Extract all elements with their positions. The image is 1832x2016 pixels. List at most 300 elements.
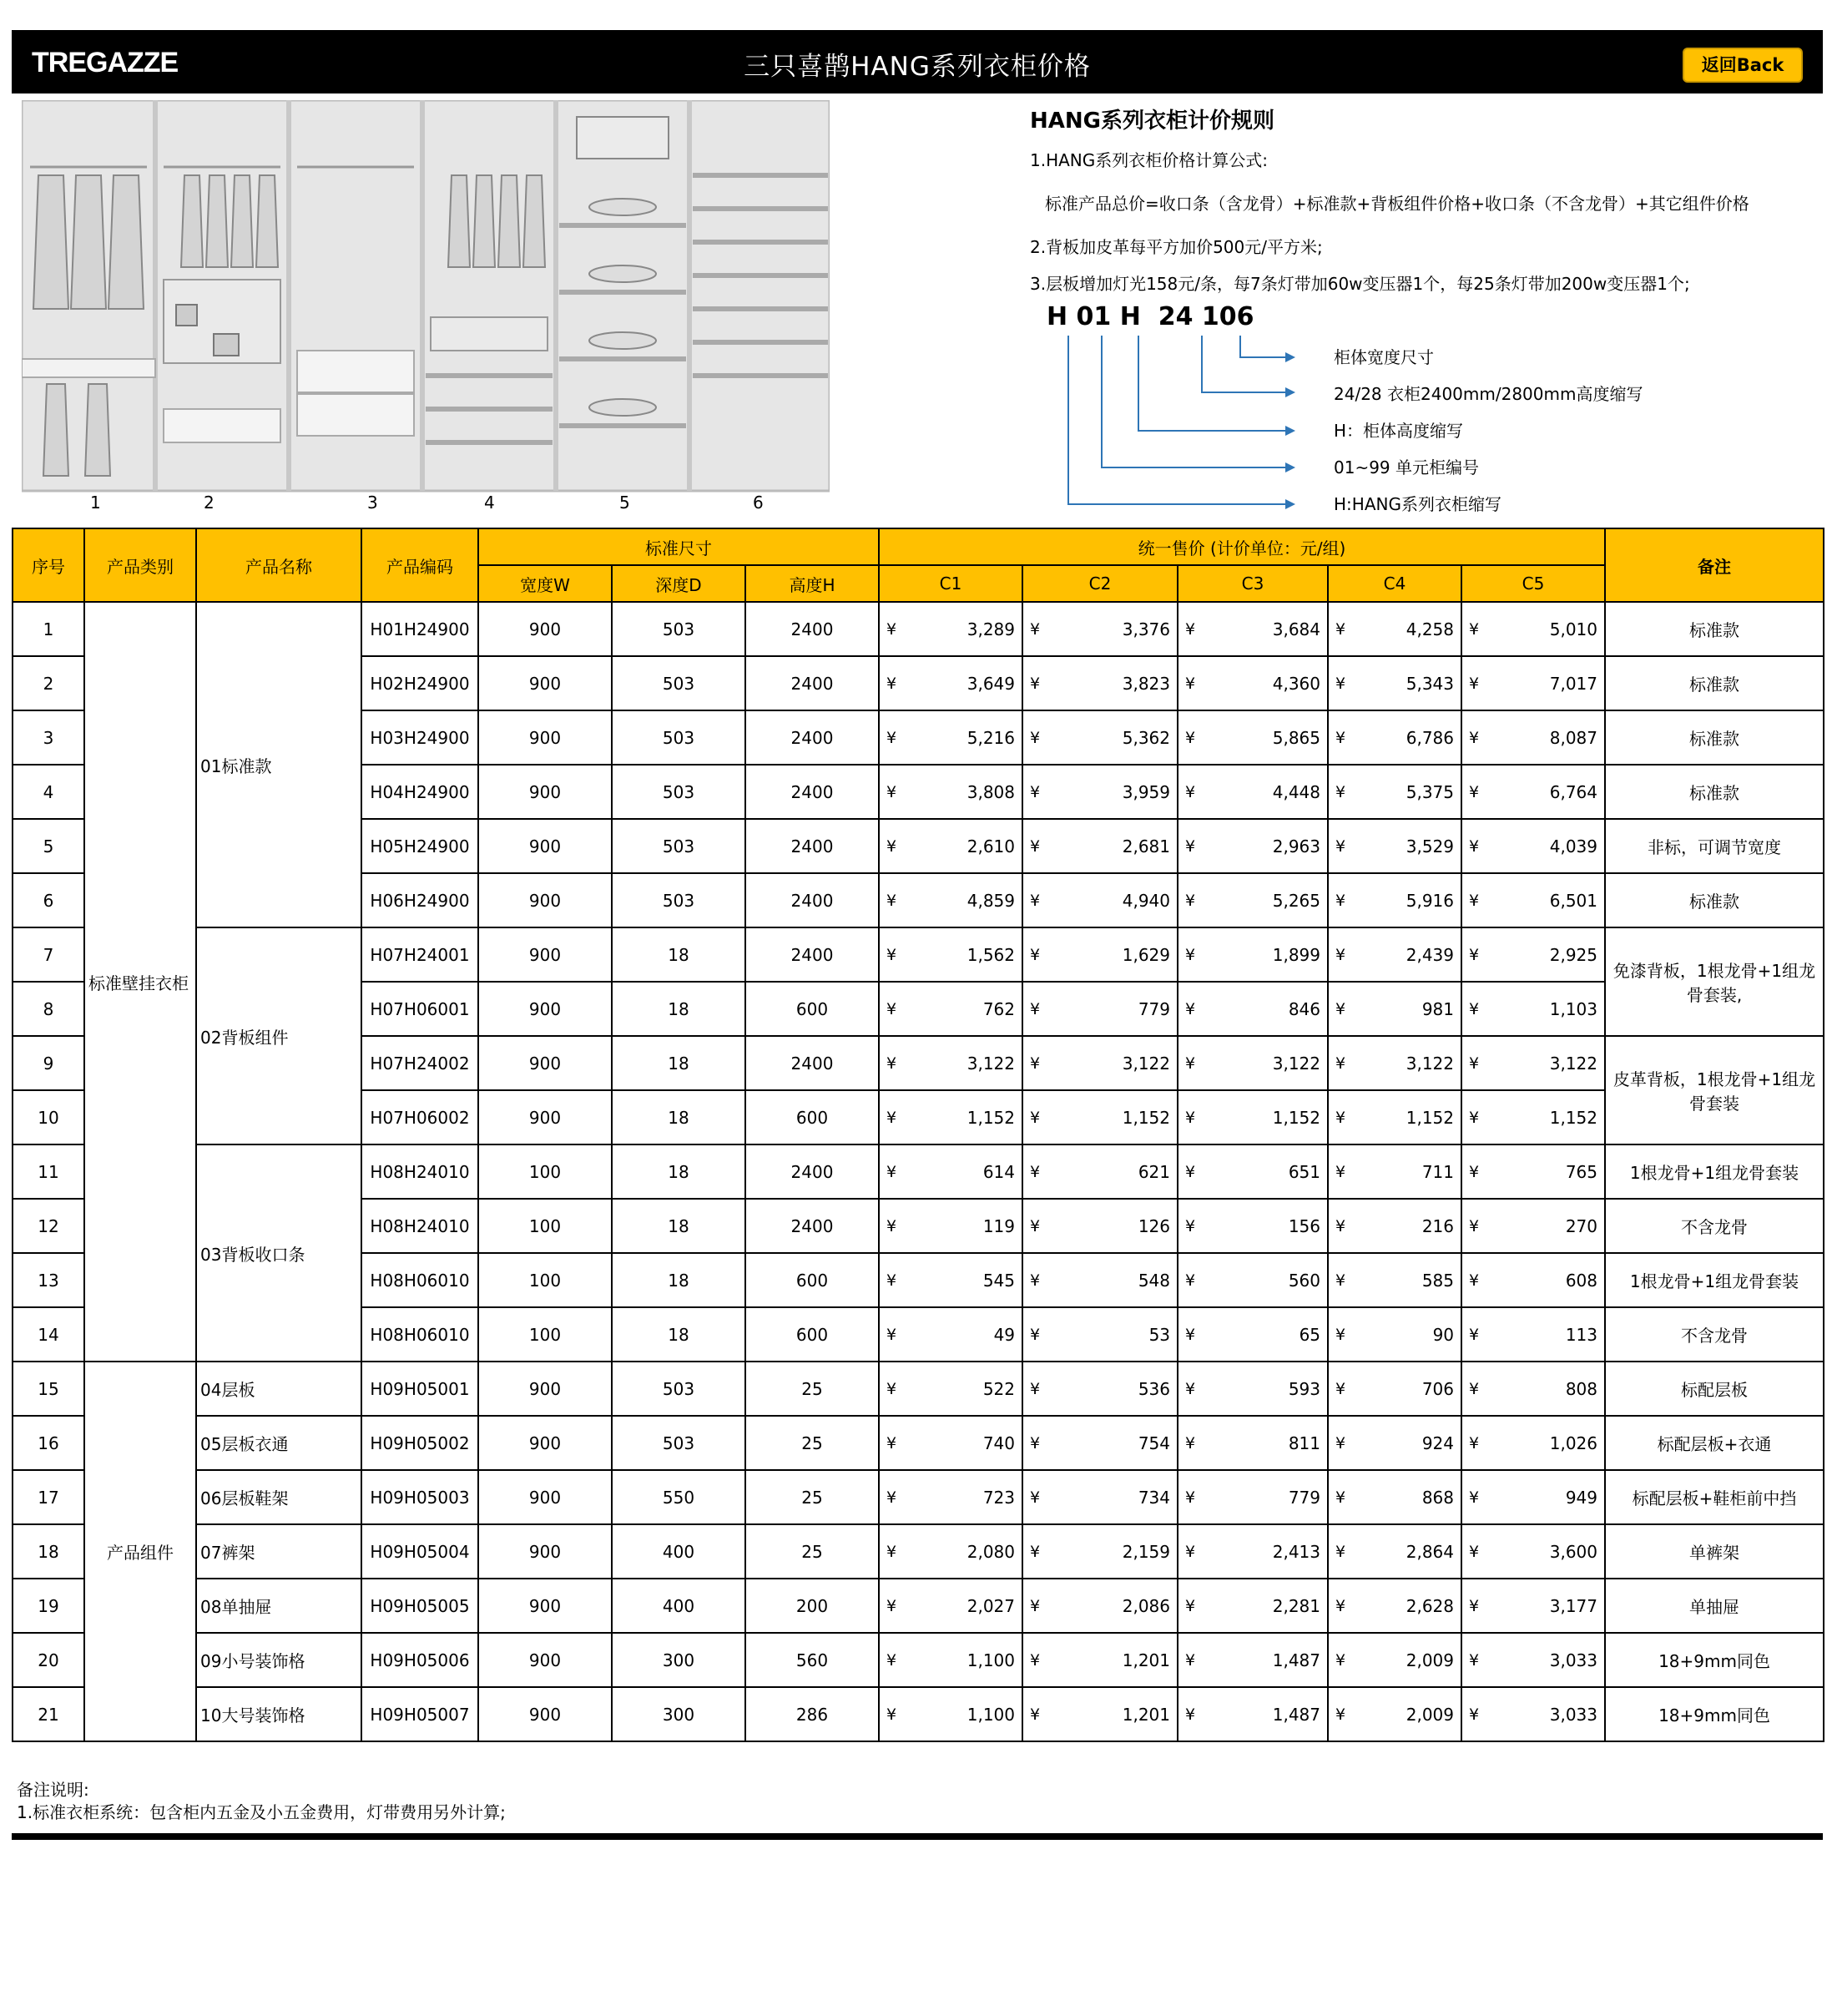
cell-price-c4 [1328,819,1461,873]
price-value: 723 [982,1487,1016,1508]
yen-symbol: ¥ [886,1108,897,1127]
cell-width: 900 [478,710,612,765]
yen-symbol: ¥ [1335,1379,1346,1398]
cell-name: 10大号装饰格 [196,1687,361,1741]
cell-price-c1 [879,602,1022,656]
cell-price-c1 [879,1144,1022,1199]
header-seq: 序号 [13,528,84,602]
cell-price-c5 [1461,765,1605,819]
price-value: 3,122 [1272,1053,1321,1074]
unit-number: 4 [484,493,495,513]
price-value: 4,039 [1549,836,1598,856]
cell-depth: 18 [612,982,745,1036]
cell-code: H09H05005 [361,1579,478,1633]
price-value: 779 [1138,998,1171,1019]
cell-price-c3 [1178,873,1328,927]
cell-price-c5 [1461,819,1605,873]
yen-symbol: ¥ [1335,1108,1346,1127]
cell-price-c5 [1461,1199,1605,1253]
cell-code: H09H05002 [361,1416,478,1470]
cell-name: 07裤架 [196,1524,361,1579]
price-value: 585 [1421,1270,1455,1291]
cell-width: 900 [478,765,612,819]
cell-depth: 18 [612,927,745,982]
price-value: 2,027 [966,1595,1016,1616]
cell-width: 100 [478,1199,612,1253]
cell-price-c1 [879,1362,1022,1416]
yen-symbol: ¥ [1469,836,1480,856]
cell-price-c4 [1328,656,1461,710]
price-value: 3,808 [966,781,1016,802]
legend-h: H：柜体高度缩写 [1334,421,1464,441]
cell-remark: 非标，可调节宽度 [1605,819,1824,873]
yen-symbol: ¥ [1335,836,1346,856]
header-c3: C3 [1178,565,1328,602]
yen-symbol: ¥ [1469,728,1480,747]
yen-symbol: ¥ [1185,1053,1196,1073]
cell-remark: 标准款 [1605,765,1824,819]
pricing-rules [1030,104,1823,146]
cell-price-c4 [1328,1579,1461,1633]
price-value: 65 [1299,1324,1321,1345]
price-value: 3,122 [1549,1053,1598,1074]
cell-width: 900 [478,1633,612,1687]
cell-height: 2400 [745,710,879,765]
cell-price-c2 [1022,1036,1178,1090]
cell-price-c3 [1178,765,1328,819]
yen-symbol: ¥ [1335,945,1346,964]
cell-price-c4 [1328,1144,1461,1199]
yen-symbol: ¥ [886,1488,897,1507]
yen-symbol: ¥ [886,1596,897,1615]
cell-name: 08单抽屉 [196,1579,361,1633]
cell-price-c4 [1328,1362,1461,1416]
cell-price-c5 [1461,1090,1605,1144]
yen-symbol: ¥ [1030,1325,1041,1344]
yen-symbol: ¥ [886,1705,897,1724]
cell-width: 900 [478,1470,612,1524]
cell-price-c3 [1178,1687,1328,1741]
notes [17,1779,506,1824]
price-value: 1,201 [1122,1704,1171,1725]
table-row [13,1362,1824,1416]
table-row [13,1687,1824,1741]
yen-symbol: ¥ [1030,1379,1041,1398]
cell-code: H09H05004 [361,1524,478,1579]
yen-symbol: ¥ [1185,1596,1196,1615]
price-value: 1,152 [966,1107,1016,1128]
cell-price-c1 [879,1687,1022,1741]
cell-price-c4 [1328,1416,1461,1470]
yen-symbol: ¥ [886,999,897,1018]
code-legend-arrows [1052,334,1302,518]
cell-height: 25 [745,1524,879,1579]
cell-price-c3 [1178,656,1328,710]
yen-symbol: ¥ [1469,891,1480,910]
cell-price-c1 [879,765,1022,819]
price-value: 3,122 [1122,1053,1171,1074]
yen-symbol: ¥ [1185,674,1196,693]
cell-price-c3 [1178,1579,1328,1633]
price-value: 4,940 [1122,890,1171,911]
legend-series: H:HANG系列衣柜缩写 [1334,494,1501,514]
price-value: 3,122 [1406,1053,1455,1074]
cell-remark: 不含龙骨 [1605,1307,1824,1362]
price-value: 2,413 [1272,1541,1321,1562]
yen-symbol: ¥ [1030,1162,1041,1181]
cell-price-c3 [1178,602,1328,656]
cell-depth: 503 [612,765,745,819]
cell-price-c5 [1461,1524,1605,1579]
cell-code: H08H24010 [361,1144,478,1199]
cell-width: 900 [478,873,612,927]
cell-price-c1 [879,1090,1022,1144]
cell-code: H05H24900 [361,819,478,873]
price-value: 2,009 [1406,1650,1455,1670]
price-value: 1,152 [1122,1107,1171,1128]
cell-price-c5 [1461,1633,1605,1687]
cell-remark: 免漆背板，1根龙骨+1组龙骨套装, [1605,927,1824,1036]
cell-price-c4 [1328,982,1461,1036]
cell-price-c2 [1022,1199,1178,1253]
price-value: 2,159 [1122,1541,1171,1562]
cell-depth: 400 [612,1524,745,1579]
cell-remark: 标配层板 [1605,1362,1824,1416]
price-value: 1,026 [1549,1432,1598,1453]
price-value: 3,649 [966,673,1016,694]
cell-height: 2400 [745,1199,879,1253]
price-value: 3,033 [1549,1650,1598,1670]
cell-remark: 1根龙骨+1组龙骨套装 [1605,1253,1824,1307]
cell-code: H03H24900 [361,710,478,765]
rule-2: 2.背板加皮革每平方加价500元/平方米; [1030,237,1323,257]
cell-width: 900 [478,927,612,982]
cell-depth: 503 [612,602,745,656]
cell-price-c2 [1022,602,1178,656]
yen-symbol: ¥ [1185,1379,1196,1398]
cell-depth: 503 [612,819,745,873]
cell-seq: 12 [13,1199,84,1253]
yen-symbol: ¥ [1469,1542,1480,1561]
yen-symbol: ¥ [886,1162,897,1181]
price-value: 3,959 [1122,781,1171,802]
price-value: 651 [1288,1161,1321,1182]
header-depth: 深度D [612,565,745,602]
yen-symbol: ¥ [1469,945,1480,964]
yen-symbol: ¥ [1335,1705,1346,1724]
price-value: 53 [1148,1324,1171,1345]
cell-remark: 标准款 [1605,873,1824,927]
yen-symbol: ¥ [1335,1433,1346,1453]
cell-code: H06H24900 [361,873,478,927]
cell-depth: 503 [612,1416,745,1470]
table-row [13,1633,1824,1687]
yen-symbol: ¥ [1335,619,1346,639]
cell-remark: 标准款 [1605,602,1824,656]
cell-seq: 11 [13,1144,84,1199]
price-value: 113 [1565,1324,1598,1345]
rule-1: 1.HANG系列衣柜价格计算公式: [1030,150,1268,170]
cell-price-c1 [879,1307,1022,1362]
price-value: 706 [1421,1378,1455,1399]
cell-price-c1 [879,710,1022,765]
cell-code: H04H24900 [361,765,478,819]
yen-symbol: ¥ [1469,1108,1480,1127]
cell-height: 600 [745,1253,879,1307]
price-value: 1,100 [966,1704,1016,1725]
price-value: 1,562 [966,944,1016,965]
cell-width: 900 [478,656,612,710]
cell-code: H09H05007 [361,1687,478,1741]
price-value: 216 [1421,1215,1455,1236]
cell-price-c4 [1328,1524,1461,1579]
yen-symbol: ¥ [886,1542,897,1561]
yen-symbol: ¥ [1335,782,1346,801]
table-row [13,1524,1824,1579]
header-size-group: 标准尺寸 [478,528,879,565]
price-value: 811 [1288,1432,1321,1453]
cell-code: H02H24900 [361,656,478,710]
yen-symbol: ¥ [1030,1542,1041,1561]
price-value: 5,865 [1272,727,1321,748]
cell-category: 产品组件 [84,1362,196,1741]
cell-height: 600 [745,982,879,1036]
wardrobe-illustration [22,100,830,493]
yen-symbol: ¥ [1030,728,1041,747]
cell-depth: 18 [612,1307,745,1362]
yen-symbol: ¥ [1469,1488,1480,1507]
yen-symbol: ¥ [1335,1488,1346,1507]
cell-width: 900 [478,1524,612,1579]
cell-height: 25 [745,1470,879,1524]
yen-symbol: ¥ [1185,891,1196,910]
yen-symbol: ¥ [1469,999,1480,1018]
header-bar [12,30,1823,93]
cell-price-c1 [879,873,1022,927]
cell-seq: 4 [13,765,84,819]
table-row [13,1470,1824,1524]
yen-symbol: ¥ [1185,1162,1196,1181]
cell-price-c5 [1461,1144,1605,1199]
cell-height: 25 [745,1416,879,1470]
cell-price-c4 [1328,1036,1461,1090]
cell-remark: 18+9mm同色 [1605,1687,1824,1741]
yen-symbol: ¥ [1469,1216,1480,1235]
yen-symbol: ¥ [886,1650,897,1670]
price-value: 2,086 [1122,1595,1171,1616]
yen-symbol: ¥ [1030,1053,1041,1073]
cell-code: H09H05006 [361,1633,478,1687]
price-value: 711 [1421,1161,1455,1182]
yen-symbol: ¥ [886,1325,897,1344]
yen-symbol: ¥ [1030,1488,1041,1507]
cell-price-c2 [1022,819,1178,873]
yen-symbol: ¥ [886,674,897,693]
yen-symbol: ¥ [1030,619,1041,639]
cell-seq: 20 [13,1633,84,1687]
cell-price-c2 [1022,1633,1178,1687]
price-table-body [13,602,1824,1741]
price-value: 868 [1421,1487,1455,1508]
cell-depth: 503 [612,656,745,710]
price-value: 90 [1432,1324,1455,1345]
yen-symbol: ¥ [1335,999,1346,1018]
yen-symbol: ¥ [1469,1271,1480,1290]
price-value: 49 [993,1324,1016,1345]
yen-symbol: ¥ [1469,1162,1480,1181]
price-value: 2,610 [966,836,1016,856]
yen-symbol: ¥ [1469,619,1480,639]
price-value: 734 [1138,1487,1171,1508]
table-row [13,1416,1824,1470]
yen-symbol: ¥ [886,619,897,639]
price-value: 621 [1138,1161,1171,1182]
cell-price-c5 [1461,1036,1605,1090]
cell-remark: 18+9mm同色 [1605,1633,1824,1687]
price-value: 1,152 [1406,1107,1455,1128]
yen-symbol: ¥ [886,945,897,964]
price-value: 1,899 [1272,944,1321,965]
price-value: 2,281 [1272,1595,1321,1616]
price-value: 1,629 [1122,944,1171,965]
cell-price-c1 [879,1036,1022,1090]
cell-price-c2 [1022,1470,1178,1524]
cell-width: 900 [478,1579,612,1633]
cell-seq: 14 [13,1307,84,1362]
cell-price-c4 [1328,1307,1461,1362]
cell-price-c4 [1328,873,1461,927]
bottom-divider [12,1833,1823,1840]
cell-seq: 6 [13,873,84,927]
cell-price-c3 [1178,1253,1328,1307]
cell-price-c3 [1178,927,1328,982]
cell-remark: 标准款 [1605,656,1824,710]
yen-symbol: ¥ [1185,1705,1196,1724]
cell-price-c1 [879,1579,1022,1633]
price-value: 545 [982,1270,1016,1291]
unit-number: 6 [753,493,764,513]
cell-price-c5 [1461,873,1605,927]
cell-name: 09小号装饰格 [196,1633,361,1687]
price-value: 156 [1288,1215,1321,1236]
yen-symbol: ¥ [1469,1596,1480,1615]
price-value: 5,216 [966,727,1016,748]
yen-symbol: ¥ [1030,1433,1041,1453]
price-value: 593 [1288,1378,1321,1399]
header-name: 产品名称 [196,528,361,602]
price-value: 754 [1138,1432,1171,1453]
cell-price-c2 [1022,1416,1178,1470]
price-value: 5,265 [1272,890,1321,911]
cell-depth: 503 [612,873,745,927]
yen-symbol: ¥ [1335,891,1346,910]
cell-price-c3 [1178,1416,1328,1470]
cell-price-c2 [1022,1362,1178,1416]
cell-code: H08H06010 [361,1307,478,1362]
yen-symbol: ¥ [1335,1271,1346,1290]
cell-code: H07H24002 [361,1036,478,1090]
cell-width: 900 [478,819,612,873]
cell-price-c5 [1461,927,1605,982]
cell-depth: 503 [612,1362,745,1416]
cell-depth: 18 [612,1144,745,1199]
unit-number: 2 [204,493,214,513]
yen-symbol: ¥ [1030,782,1041,801]
yen-symbol: ¥ [1185,1271,1196,1290]
yen-symbol: ¥ [1335,728,1346,747]
yen-symbol: ¥ [1469,1433,1480,1453]
price-value: 3,376 [1122,619,1171,639]
cell-price-c5 [1461,1470,1605,1524]
cell-width: 100 [478,1253,612,1307]
cell-name: 02背板组件 [196,927,361,1144]
cell-price-c3 [1178,1307,1328,1362]
price-value: 3,289 [966,619,1016,639]
cell-price-c3 [1178,1470,1328,1524]
price-value: 3,529 [1406,836,1455,856]
cell-remark: 标配层板+鞋柜前中挡 [1605,1470,1824,1524]
yen-symbol: ¥ [1469,1650,1480,1670]
price-value: 1,201 [1122,1650,1171,1670]
price-value: 1,103 [1549,998,1598,1019]
cell-price-c5 [1461,602,1605,656]
cell-height: 2400 [745,602,879,656]
yen-symbol: ¥ [1185,999,1196,1018]
price-value: 808 [1565,1378,1598,1399]
notes-title: 备注说明: [17,1780,89,1800]
yen-symbol: ¥ [1469,1705,1480,1724]
cell-price-c1 [879,819,1022,873]
cell-remark: 1根龙骨+1组龙骨套装 [1605,1144,1824,1199]
cell-seq: 2 [13,656,84,710]
cell-height: 2400 [745,819,879,873]
yen-symbol: ¥ [1030,1650,1041,1670]
cell-name: 06层板鞋架 [196,1470,361,1524]
cell-price-c3 [1178,1199,1328,1253]
legend-unit-number: 01~99 单元柜编号 [1334,457,1480,477]
yen-symbol: ¥ [1030,1596,1041,1615]
page-title: 三只喜鹊HANG系列衣柜价格 [744,52,1091,82]
price-value: 765 [1565,1161,1598,1182]
header-width: 宽度W [478,565,612,602]
header-c2: C2 [1022,565,1178,602]
cell-remark: 皮革背板，1根龙骨+1组龙骨套装 [1605,1036,1824,1144]
cell-depth: 550 [612,1470,745,1524]
cell-name: 05层板衣通 [196,1416,361,1470]
cell-depth: 18 [612,1253,745,1307]
price-value: 6,501 [1549,890,1598,911]
cell-height: 2400 [745,1036,879,1090]
cell-price-c2 [1022,710,1178,765]
cell-seq: 19 [13,1579,84,1633]
yen-symbol: ¥ [886,1379,897,1398]
cell-seq: 7 [13,927,84,982]
legend-width: 柜体宽度尺寸 [1334,347,1434,367]
cell-height: 600 [745,1090,879,1144]
cell-code: H07H24001 [361,927,478,982]
price-value: 3,600 [1549,1541,1598,1562]
yen-symbol: ¥ [1335,1596,1346,1615]
cell-seq: 1 [13,602,84,656]
price-value: 3,823 [1122,673,1171,694]
price-value: 608 [1565,1270,1598,1291]
price-value: 1,152 [1272,1107,1321,1128]
yen-symbol: ¥ [1030,891,1041,910]
price-value: 3,684 [1272,619,1321,639]
cell-depth: 300 [612,1687,745,1741]
back-button[interactable]: 返回Back [1683,48,1803,83]
yen-symbol: ¥ [886,1053,897,1073]
